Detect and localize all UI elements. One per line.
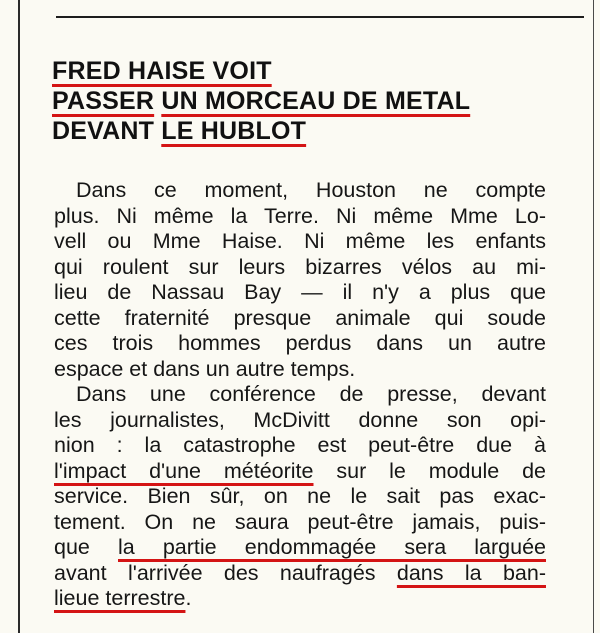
underlined-phrase: la partie endommagée sera larguée xyxy=(118,535,546,559)
headline-line-2 xyxy=(52,86,470,116)
headline-underlined-text: FRED HAISE VOIT xyxy=(52,57,272,85)
paragraph-1-line: plus. Ni même la Terre. Ni même Mme Lo- xyxy=(54,203,546,228)
headline-text: DEVANT xyxy=(52,117,162,145)
paragraph-2-line: tement. On ne saura peut-être jamais, puis- xyxy=(54,509,546,534)
paragraph-1-line: lieu de Nassau Bay — il n'y a plus que xyxy=(54,280,546,304)
underlined-phrase: l'impact d'une météorite xyxy=(54,458,314,483)
paragraph-2-line xyxy=(54,459,546,485)
line-text: avant l'arrivée des naufragés xyxy=(54,560,397,585)
line-text: . xyxy=(185,586,192,610)
article-headline xyxy=(52,56,470,146)
paragraph-1-line: qui roulent sur leurs bizarres vélos au mi- xyxy=(54,254,546,279)
headline-line-3 xyxy=(52,116,470,146)
paragraph-2-line xyxy=(54,535,546,561)
article-body xyxy=(54,178,546,612)
underlined-phrase: dans la ban- xyxy=(396,560,546,585)
paragraph-1-line: vell ou Mme Haise. Ni même les enfants xyxy=(54,229,546,253)
headline-underlined-text: LE HUBLOT xyxy=(161,117,307,145)
headline-underlined-text: PASSER xyxy=(52,87,155,115)
paragraph-1-line: espace et dans un autre temps. xyxy=(54,356,356,381)
paragraph-2-line xyxy=(54,586,546,612)
paragraph-1-line: Dans ce moment, Houston ne compte xyxy=(76,178,546,202)
paragraph-2-line: Dans une conférence de presse, devant xyxy=(76,382,546,406)
right-column-rule xyxy=(593,0,594,633)
paragraph-2-line: nion : la catastrophe est peut-être due à xyxy=(54,433,546,457)
headline-line-1 xyxy=(52,56,470,86)
left-column-rule xyxy=(18,0,20,633)
paragraph-2-line xyxy=(54,561,546,587)
underlined-phrase: lieue terrestre xyxy=(54,586,186,610)
paragraph-1-line: ces trois hommes perdus dans un autre xyxy=(54,331,546,355)
paragraph-1-line: cette fraternité presque animale qui soude xyxy=(54,305,546,330)
top-rule xyxy=(56,16,584,18)
headline-underlined-text: UN MORCEAU DE METAL xyxy=(161,87,471,115)
paragraph-2-line: les journalistes, McDivitt donne son opi- xyxy=(54,407,546,432)
line-text: que xyxy=(54,535,118,559)
line-text: sur le module de xyxy=(313,458,546,483)
paragraph-2-line: service. Bien sûr, on ne le sait pas exac- xyxy=(54,484,546,508)
